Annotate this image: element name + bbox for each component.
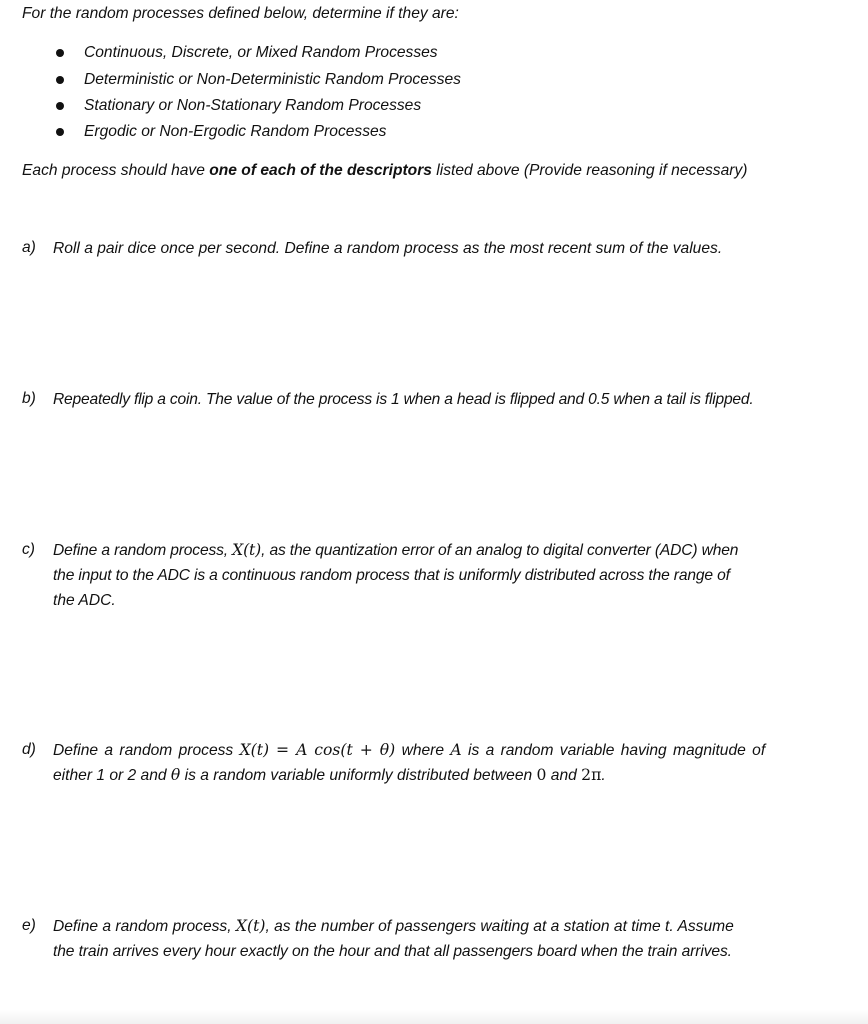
question-e-post: , as the number of passengers waiting at a station at time t. Assume <box>265 918 734 935</box>
question-d-line-2 <box>53 763 606 788</box>
question-c-line-3: the ADC. <box>53 592 116 609</box>
question-d-math-a: A <box>450 741 462 759</box>
question-e-line-1 <box>53 914 734 939</box>
question-d-line-1 <box>53 738 765 763</box>
question-d-math-formula: X(t) = A cos(t + θ) <box>239 741 396 759</box>
bullet-dot-icon <box>56 76 64 84</box>
instruction-post: listed above (Provide reasoning if necessary) <box>431 162 748 179</box>
question-d-math-two-pi: 2π <box>581 766 602 784</box>
question-c-math: X(t) <box>232 541 262 559</box>
bullet-dot-icon <box>56 102 64 110</box>
page-bottom-edge <box>0 1010 868 1024</box>
question-d-mid: where <box>395 742 451 759</box>
bullet-text: Ergodic or Non-Ergodic Random Processes <box>84 123 387 140</box>
question-c-line-1 <box>53 538 738 563</box>
question-e-pre: Define a random process, <box>53 918 236 935</box>
question-b-label: b) <box>22 390 36 407</box>
bullet-text: Continuous, Discrete, or Mixed Random Processes <box>84 44 438 61</box>
question-d-line2-end: . <box>601 767 606 784</box>
bullet-dot-icon <box>56 128 64 136</box>
intro-text: For the random processes defined below, determine if they are: <box>22 5 459 22</box>
question-d-math-theta: θ <box>170 766 181 784</box>
instruction-pre: Each process should have <box>22 162 210 179</box>
question-d-line2-pre: either 1 or 2 and <box>53 767 171 784</box>
question-c-line-2: the input to the ADC is a continuous random process that is uniformly distributed across the range of <box>53 567 730 584</box>
question-e-label: e) <box>22 917 36 934</box>
instruction-bold: one of each of the descriptors <box>209 162 432 179</box>
question-c-pre: Define a random process, <box>53 542 233 559</box>
bullet-text: Stationary or Non-Stationary Random Processes <box>84 97 422 114</box>
question-e-math: X(t) <box>235 917 266 935</box>
bullet-dot-icon <box>56 49 64 57</box>
instruction-text <box>22 161 747 181</box>
question-c-label: c) <box>22 541 35 558</box>
question-d-line2-and: and <box>546 767 582 784</box>
question-d-line2-mid: is a random variable uniformly distributed between <box>180 767 537 784</box>
question-a-text: Roll a pair dice once per second. Define a random process as the most recent sum of the values. <box>53 240 723 257</box>
question-b-text: Repeatedly flip a coin. The value of the process is 1 when a head is flipped and 0.5 when a tail is flipped. <box>53 391 754 408</box>
question-d-pre: Define a random process <box>53 742 240 759</box>
question-e-line-2: the train arrives every hour exactly on the hour and that all passengers board when the train arrives. <box>53 943 732 960</box>
question-d-post: is a random variable having magnitude of <box>461 742 766 759</box>
question-d-label: d) <box>22 741 36 758</box>
question-c-post: , as the quantization error of an analog to digital converter (ADC) when <box>261 542 739 559</box>
question-d-math-zero: 0 <box>536 766 547 784</box>
question-a-label: a) <box>22 239 36 256</box>
bullet-text: Deterministic or Non-Deterministic Random Processes <box>84 71 461 88</box>
